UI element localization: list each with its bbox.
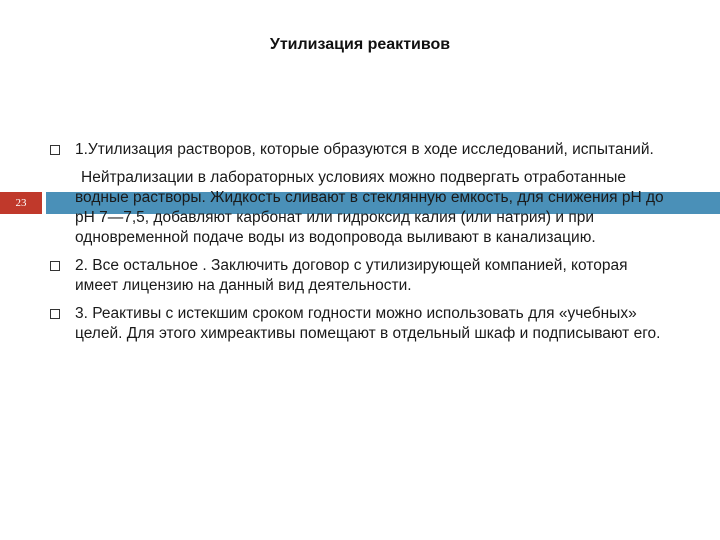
list-item-text: 3. Реактивы с истекшим сроком годности можно использовать для «учебных» целей. Для этого химреактивы помещают в отдельный шкаф и подписывают его. [75,305,661,342]
square-bullet-icon [50,261,60,271]
list-item [48,256,668,296]
list-item-text: 2. Все остальное . Заключить договор с утилизирующей компанией, которая имеет лицензию на данный вид деятельности. [75,257,628,294]
page-number-badge: 23 [0,192,42,214]
slide-content [48,140,668,352]
slide-title: Утилизация реактивов [269,36,451,53]
paragraph [48,168,668,248]
list-item-text: 1.Утилизация растворов, которые образуются в ходе исследований, испытаний. [75,141,654,158]
paragraph-text: Нейтрализации в лабораторных условиях можно подвергать отработанные водные растворы. Жидкость сливают в стеклянную емкость, для снижения рН до рН 7—7,5, добавляют карбонат или гидроксид калия (или натрия) и при одновременной подаче воды из водопровода выливают в канализацию. [75,169,664,246]
list-item [48,140,668,160]
list-item [48,304,668,344]
square-bullet-icon [50,309,60,319]
square-bullet-icon [50,145,60,155]
